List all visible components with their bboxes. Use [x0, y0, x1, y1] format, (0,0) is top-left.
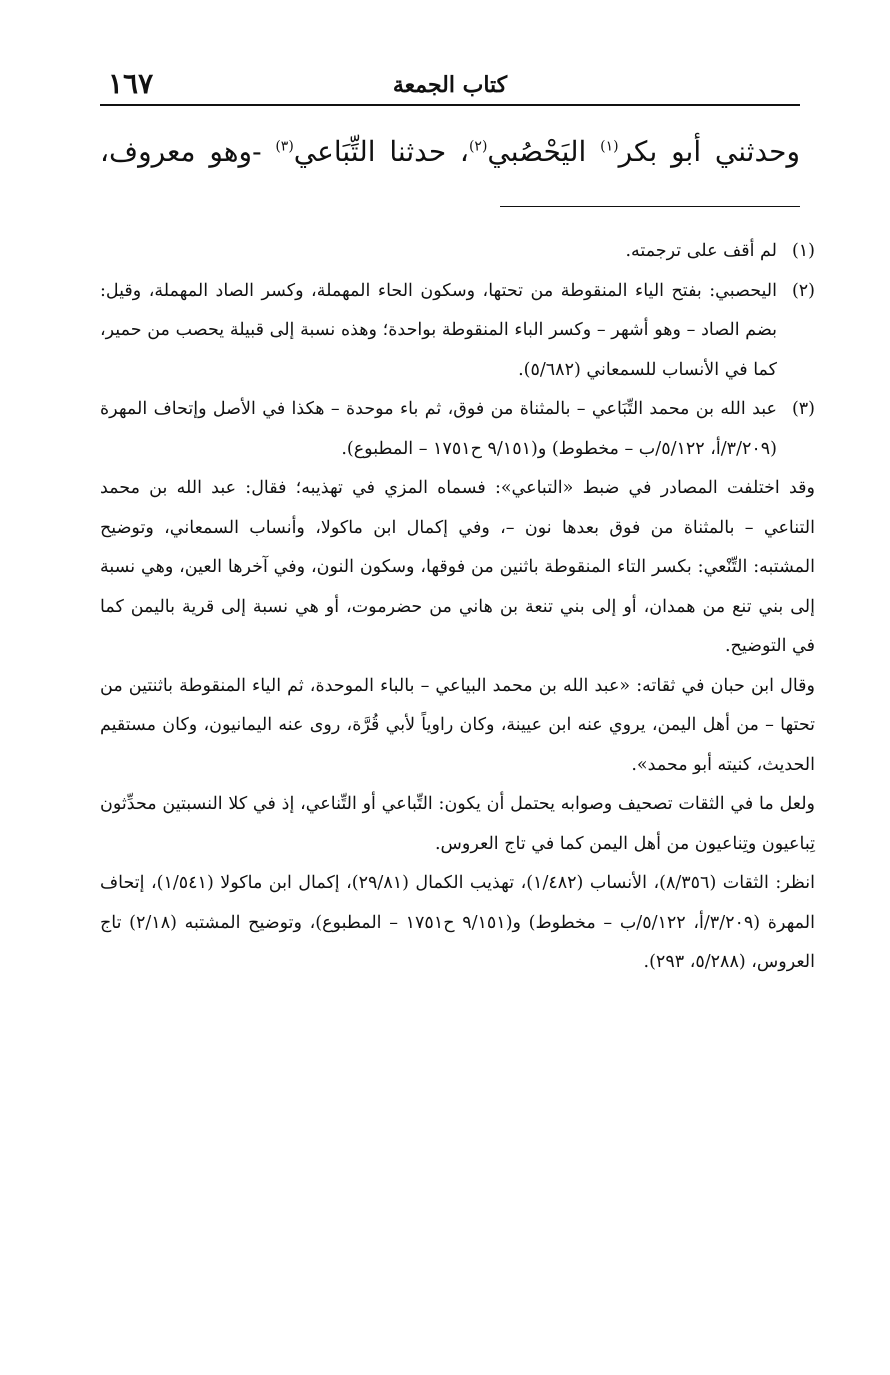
- footnote-separator: [500, 206, 800, 207]
- footnotes: [100, 232, 815, 983]
- footnote-paragraph: وقال ابن حبان في ثقاته: «عبد الله بن محمد البياعي – بالباء الموحدة، ثم الياء المنقوطة باثنتين من تحتها – من أهل اليمن، يروي عنه ابن عيينة، وكان راوياً لأبي قُرَّة، روى عنه اليمانيون، وكان مستقيم الحديث، كنيته أبو محمد».: [100, 675, 815, 775]
- page-header: [100, 68, 800, 102]
- footnote-2: [100, 272, 815, 391]
- footnote-text: عبد الله بن محمد التِّبَاعي – بالمثناة من فوق، ثم باء موحدة – هكذا في الأصل وإتحاف المهرة (٣/٢٠٩/أ، ٥/١٢٢/ب – مخطوط) و(٩/١٥١ ح١٧٥١ – المطبوع).: [100, 399, 777, 459]
- footnote-3: [100, 390, 815, 469]
- footnote-paragraph: انظر: الثقات (٨/٣٥٦)، الأنساب (١/٤٨٢)، تهذيب الكمال (٢٩/٨١)، إكمال ابن ماكولا (١/٥٤١)، إتحاف المهرة (٣/٢٠٩/أ، ٥/١٢٢/ب – مخطوط) و(٩/١٥١ ح١٧٥١ – المطبوع)، وتوضيح المشتبه (٢/١٨) تاج العروس، (٥/٢٨٨، ٢٩٣).: [100, 873, 815, 972]
- main-text-part: وحدثني أبو بكر: [618, 135, 800, 168]
- page-number: ١٦٧: [108, 67, 154, 100]
- footnote-number: (١): [791, 241, 815, 261]
- footnote-ref: (٢): [468, 138, 488, 155]
- footnote-ref: (١): [600, 138, 619, 155]
- footnote-paragraph: وقد اختلفت المصادر في ضبط «التباعي»: فسماه المزي في تهذيبه؛ فقال: عبد الله بن محمد التناعي – بالمثناة من فوق بعدها نون –، وفي إكمال ابن ماكولا، وأنساب السمعاني، وتوضيح المشتبه: التِّنْعي: بكسر التاء المنقوطة باثنين من فوقها، وسكون النون، وفي آخرها العين، وهي نسبة إلى بني تنع من همدان، أو إلى بني تنعة بن هاني من حضرموت، أو هي نسبة إلى قرية باليمن كما في التوضيح.: [100, 478, 815, 656]
- footnote-number: (٣): [791, 399, 815, 419]
- footnote-text: اليحصبي: بفتح الياء المنقوطة من تحتها، وسكون الحاء المهملة، وكسر الصاد المهملة، وقيل: بضم الصاد – وهو أشهر – وكسر الباء المنقوطة بواحدة؛ وهذه نسبة إلى قبيلة يحصب من حمير، كما في الأنساب للسمعاني (٥/٦٨٢).: [100, 280, 777, 380]
- main-text-part: اليَحْصُبي: [487, 135, 601, 168]
- main-text-part: ، حدثنا التِّبَاعي: [293, 135, 469, 168]
- footnote-1: [100, 232, 815, 272]
- chapter-title: كتاب الجمعة: [392, 72, 508, 98]
- footnote-paragraph: ولعل ما في الثقات تصحيف وصوابه يحتمل أن يكون: التِّباعي أو التِّناعي، إذ في كلا النسبتين محدِّثون تِباعيون وتِناعيون من أهل اليمن كما في تاج العروس.: [100, 794, 815, 854]
- header-rule: [100, 104, 800, 106]
- main-text: [100, 124, 800, 180]
- footnote-ref: (٣): [275, 138, 294, 155]
- footnote-number: (٢): [791, 280, 815, 301]
- footnote-text: لم أقف على ترجمته.: [625, 241, 777, 261]
- main-text-part: -وهو معروف،: [100, 135, 276, 168]
